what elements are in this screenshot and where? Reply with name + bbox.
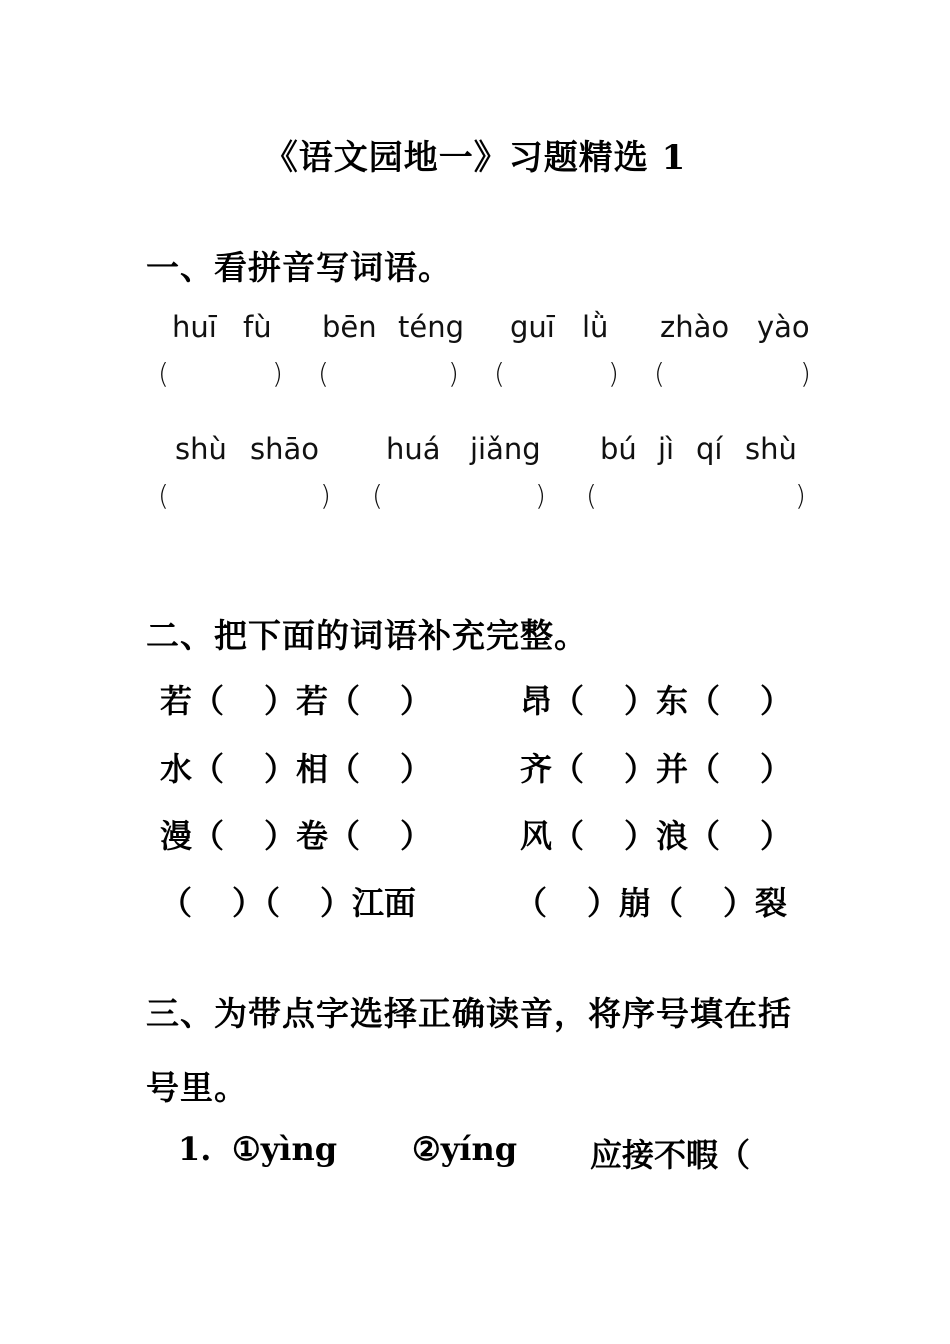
idiom-part: 漫（ bbox=[160, 817, 225, 855]
idiom-fill-item bbox=[160, 811, 432, 857]
idiom-part: （ bbox=[515, 884, 548, 922]
question-number: 1. bbox=[178, 1130, 212, 1168]
idiom-fill-item bbox=[520, 744, 792, 790]
answer-open-paren: ( bbox=[372, 479, 383, 512]
pinyin-syllable: shù bbox=[745, 432, 797, 466]
pinyin-syllable: lǜ bbox=[582, 310, 609, 344]
answer-close-paren: ) bbox=[608, 357, 619, 390]
idiom-part: ）东（ bbox=[624, 682, 721, 720]
answer-close-paren: ) bbox=[800, 357, 811, 390]
idiom-fill-item bbox=[520, 676, 792, 722]
answer-open-paren: ( bbox=[318, 357, 329, 390]
section2-heading: 二、把下面的词语补充完整。 bbox=[146, 616, 588, 655]
idiom-part: ）并（ bbox=[624, 750, 721, 788]
pinyin-syllable: bēn bbox=[322, 310, 377, 344]
idiom-fill-item bbox=[515, 878, 787, 924]
pinyin-syllable: shù bbox=[175, 432, 227, 466]
idiom-part: ） bbox=[400, 817, 433, 855]
pinyin-syllable: bú bbox=[600, 432, 637, 466]
idiom-part: 风（ bbox=[520, 817, 585, 855]
idiom-part: ） bbox=[400, 750, 433, 788]
idiom-part: 水（ bbox=[160, 750, 225, 788]
reading-option-1: ①yìng bbox=[232, 1130, 338, 1168]
pinyin-syllable: shāo bbox=[250, 432, 320, 466]
idiom-part: 齐（ bbox=[520, 750, 585, 788]
pinyin-syllable: fù bbox=[243, 310, 272, 344]
question-word: 应接不暇（ bbox=[590, 1136, 751, 1174]
answer-open-paren: ( bbox=[494, 357, 505, 390]
pinyin-syllable: zhào bbox=[660, 310, 730, 344]
idiom-part: ）卷（ bbox=[264, 817, 361, 855]
idiom-fill-item bbox=[520, 811, 792, 857]
idiom-fill-item bbox=[160, 878, 416, 924]
answer-close-paren: ) bbox=[272, 357, 283, 390]
idiom-part: ）若（ bbox=[264, 682, 361, 720]
answer-open-paren: ( bbox=[586, 479, 597, 512]
idiom-part: ）（ bbox=[232, 884, 281, 922]
answer-close-paren: ) bbox=[320, 479, 331, 512]
pinyin-syllable: jì bbox=[658, 432, 675, 466]
pinyin-syllable: yào bbox=[757, 310, 810, 344]
idiom-part: ）崩（ bbox=[587, 884, 684, 922]
answer-open-paren: ( bbox=[158, 357, 169, 390]
section3-heading: 三、为带点字选择正确读音，将序号填在括 bbox=[146, 994, 792, 1033]
idiom-part: ）相（ bbox=[264, 750, 361, 788]
reading-option-2: ②yíng bbox=[412, 1130, 518, 1168]
page-title: 《语文园地一》习题精选 1 bbox=[263, 138, 687, 178]
pinyin-syllable: qí bbox=[696, 432, 723, 466]
answer-close-paren: ) bbox=[795, 479, 806, 512]
idiom-fill-item bbox=[160, 744, 432, 790]
pinyin-syllable: huī bbox=[172, 310, 217, 344]
answer-close-paren: ) bbox=[448, 357, 459, 390]
idiom-part: 若（ bbox=[160, 682, 225, 720]
idiom-part: ）江面 bbox=[320, 884, 417, 922]
answer-close-paren: ) bbox=[535, 479, 546, 512]
idiom-part: ） bbox=[760, 682, 793, 720]
idiom-part: 昂（ bbox=[520, 682, 585, 720]
idiom-part: （ bbox=[160, 884, 193, 922]
section3-heading-cont: 号里。 bbox=[146, 1068, 248, 1107]
section1-heading: 一、看拼音写词语。 bbox=[146, 248, 452, 287]
answer-open-paren: ( bbox=[654, 357, 665, 390]
idiom-part: ） bbox=[760, 750, 793, 788]
idiom-part: ） bbox=[400, 682, 433, 720]
pinyin-syllable: jiǎng bbox=[470, 432, 541, 466]
idiom-part: ）浪（ bbox=[624, 817, 721, 855]
pinyin-syllable: guī bbox=[510, 310, 555, 344]
pinyin-syllable: téng bbox=[398, 310, 465, 344]
answer-open-paren: ( bbox=[158, 479, 169, 512]
idiom-fill-item bbox=[160, 676, 432, 722]
idiom-part: ）裂 bbox=[723, 884, 788, 922]
pinyin-syllable: huá bbox=[386, 432, 441, 466]
idiom-part: ） bbox=[760, 817, 793, 855]
